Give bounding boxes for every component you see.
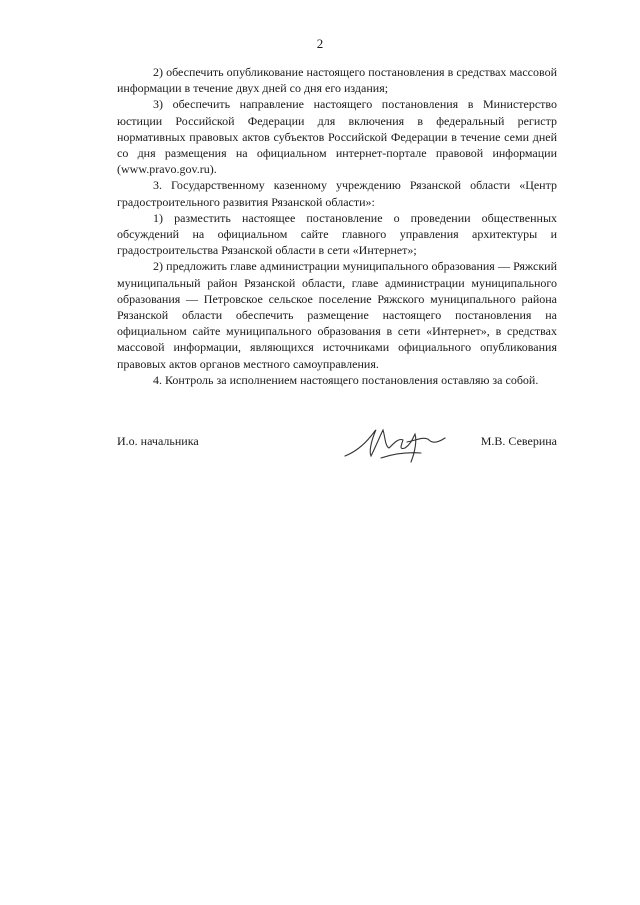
page-number: 2 xyxy=(316,36,324,51)
paragraph-publication: 2) обеспечить опубликование настоящего постановления в средствах массовой информации в течение двух дней со дня его издания; xyxy=(117,65,557,96)
document-body xyxy=(117,64,557,388)
paragraph-ministry-of-justice: 3) обеспечить направление настоящего постановления в Министерство юстиции Российской Федерации для включения в федеральный регистр нормативных правовых актов субъектов Российской Федерации в течение семи дней со дня размещения на официальном интернет-портале правовой информации (www.pravo.gov.ru). xyxy=(117,97,557,177)
signatory-title: И.о. начальника xyxy=(117,434,199,448)
paragraph-post-on-website: 1) разместить настоящее постановление о проведении общественных обсуждений на официальном сайте главного управления архитектуры и градостроительства Рязанской области в сети «Интернет»; xyxy=(117,210,557,258)
handwritten-signature xyxy=(341,422,461,466)
signatory-name: М.В. Северина xyxy=(480,434,557,448)
signature-block xyxy=(117,430,557,466)
paragraph-municipal-heads: 2) предложить главе администрации муниципального образования — Ряжский муниципальный район Рязанской области, главе администрации муниципального образования — Петровское сельское поселение Ряжского муниципального района Рязанской области обеспечить размещение настоящего постановления на официальном сайте муниципального образования в сети «Интернет», в средствах массовой информации, являющихся источниками официального опубликования правовых актов органов местного самоуправления. xyxy=(117,259,557,371)
paragraph-control: 4. Контроль за исполнением настоящего постановления оставляю за собой. xyxy=(153,372,539,387)
paragraph-item-3: 3. Государственному казенному учреждению Рязанской области «Центр градостроительного развития Рязанской области»: xyxy=(117,178,557,209)
